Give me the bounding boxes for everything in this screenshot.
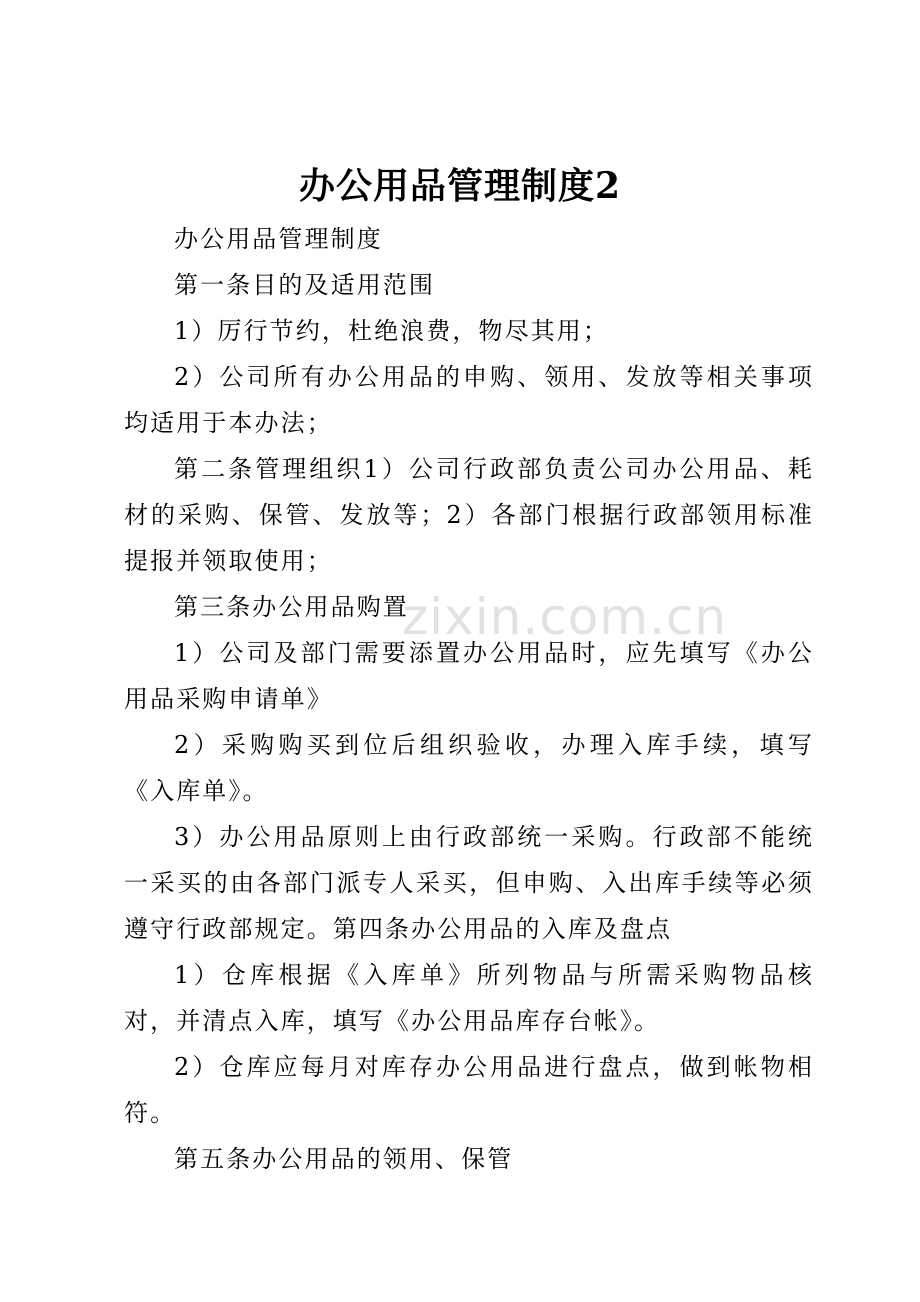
document-body [124, 216, 814, 1182]
paragraph-item: 1）公司及部门需要添置办公用品时，应先填写《办公用品采购申请单》 [124, 639, 814, 713]
paragraph-item: 2）仓库应每月对库存办公用品进行盘点，做到帐物相符。 [124, 1053, 814, 1127]
paragraph-heading: 办公用品管理制度 [174, 225, 383, 253]
paragraph-article-3: 第三条办公用品购置 [174, 593, 409, 621]
paragraph-article-5: 第五条办公用品的领用、保管 [174, 1145, 514, 1173]
paragraph-item: 2）采购购买到位后组织验收，办理入库手续，填写《入库单》。 [124, 731, 814, 805]
paragraph-article-2: 第二条管理组织1）公司行政部负责公司办公用品、耗材的采购、保管、发放等；2）各部门根据行政部领用标准提报并领取使用； [124, 455, 814, 575]
paragraph-item: 1）仓库根据《入库单》所列物品与所需采购物品核对，并清点入库，填写《办公用品库存台帐》。 [124, 961, 814, 1035]
paragraph-item: 3）办公用品原则上由行政部统一采购。行政部不能统一采买的由各部门派专人采买，但申购、入出库手续等必须遵守行政部规定。第四条办公用品的入库及盘点 [124, 823, 814, 943]
paragraph-item: 1）厉行节约，杜绝浪费，物尽其用； [174, 317, 609, 345]
paragraph-item: 2）公司所有办公用品的申购、领用、发放等相关事项均适用于本办法； [124, 363, 814, 437]
watermark: zixin.com.cn [402, 588, 728, 646]
document-title: 办公用品管理制度2 [298, 165, 622, 207]
paragraph-article-1: 第一条目的及适用范围 [174, 271, 435, 299]
